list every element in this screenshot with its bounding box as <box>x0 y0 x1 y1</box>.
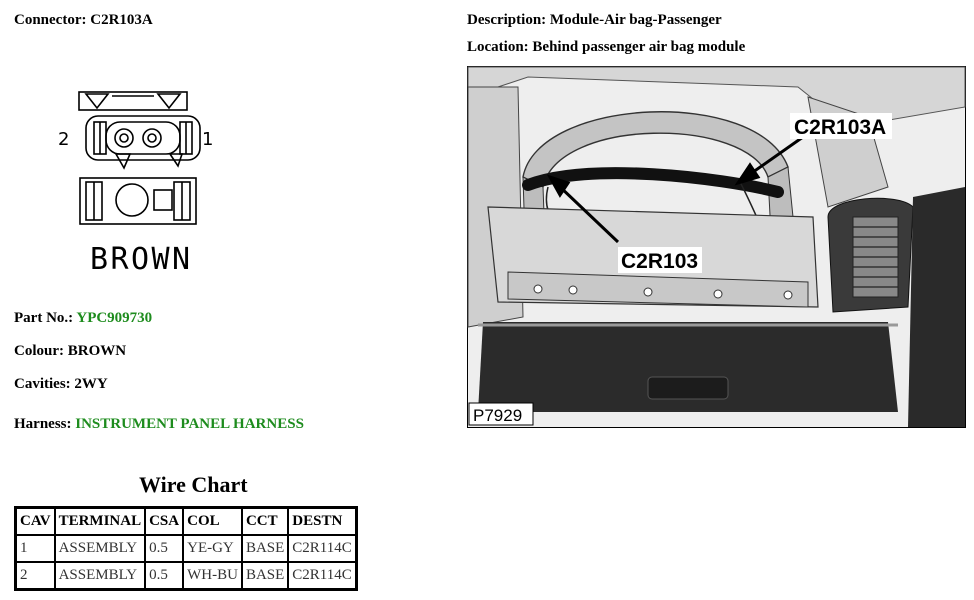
pin-1-label: 1 <box>202 129 214 150</box>
cell-cav: 1 <box>16 535 55 562</box>
header-destn: DESTN <box>288 508 356 536</box>
wire-chart-header-row <box>16 508 357 536</box>
cell-csa: 0.5 <box>145 562 183 590</box>
cell-cct: BASE <box>242 535 288 562</box>
pin-2-label: 2 <box>58 129 70 150</box>
wire-chart-table <box>14 506 358 591</box>
colour-label: Colour: <box>14 343 64 359</box>
part-no-row <box>14 310 152 327</box>
connector-heading <box>14 12 153 29</box>
location-label: Location: <box>467 39 529 55</box>
harness-label: Harness: <box>14 416 72 432</box>
header-terminal: TERMINAL <box>55 508 146 536</box>
cell-terminal: ASSEMBLY <box>55 562 146 590</box>
harness-row <box>14 416 304 433</box>
cavities-value: 2WY <box>74 376 108 392</box>
description-row <box>467 12 722 29</box>
cell-destn: C2R114C <box>288 562 356 590</box>
drawing-colour-text: BROWN <box>90 242 190 277</box>
location-photo <box>467 66 966 428</box>
colour-value: BROWN <box>67 343 127 359</box>
cell-csa: 0.5 <box>145 535 183 562</box>
harness-link[interactable]: INSTRUMENT PANEL HARNESS <box>75 416 304 432</box>
callout-c2r103a: C2R103A <box>794 116 887 139</box>
location-value: Behind passenger air bag module <box>532 39 746 55</box>
figure-id: P7929 <box>473 406 523 425</box>
colour-row <box>14 343 126 360</box>
cell-col: YE-GY <box>183 535 242 562</box>
location-row <box>467 39 745 56</box>
header-csa: CSA <box>145 508 183 536</box>
callout-c2r103: C2R103 <box>621 250 699 273</box>
description-label: Description: <box>467 12 547 28</box>
connector-drawing <box>52 86 212 276</box>
connector-code: C2R103A <box>90 12 153 28</box>
cell-cav: 2 <box>16 562 55 590</box>
cell-destn: C2R114C <box>288 535 356 562</box>
connector-label: Connector: <box>14 12 87 28</box>
description-value: Module-Air bag-Passenger <box>549 12 722 28</box>
cavities-row <box>14 376 108 393</box>
part-no-label: Part No.: <box>14 310 74 326</box>
part-no-link[interactable]: YPC909730 <box>76 310 153 326</box>
cell-col: WH-BU <box>183 562 242 590</box>
table-row <box>16 562 357 590</box>
header-cav: CAV <box>16 508 55 536</box>
cavities-label: Cavities: <box>14 376 71 392</box>
cell-cct: BASE <box>242 562 288 590</box>
header-cct: CCT <box>242 508 288 536</box>
cell-terminal: ASSEMBLY <box>55 535 146 562</box>
table-row <box>16 535 357 562</box>
wire-chart-title: Wire Chart <box>139 472 248 497</box>
header-col: COL <box>183 508 242 536</box>
